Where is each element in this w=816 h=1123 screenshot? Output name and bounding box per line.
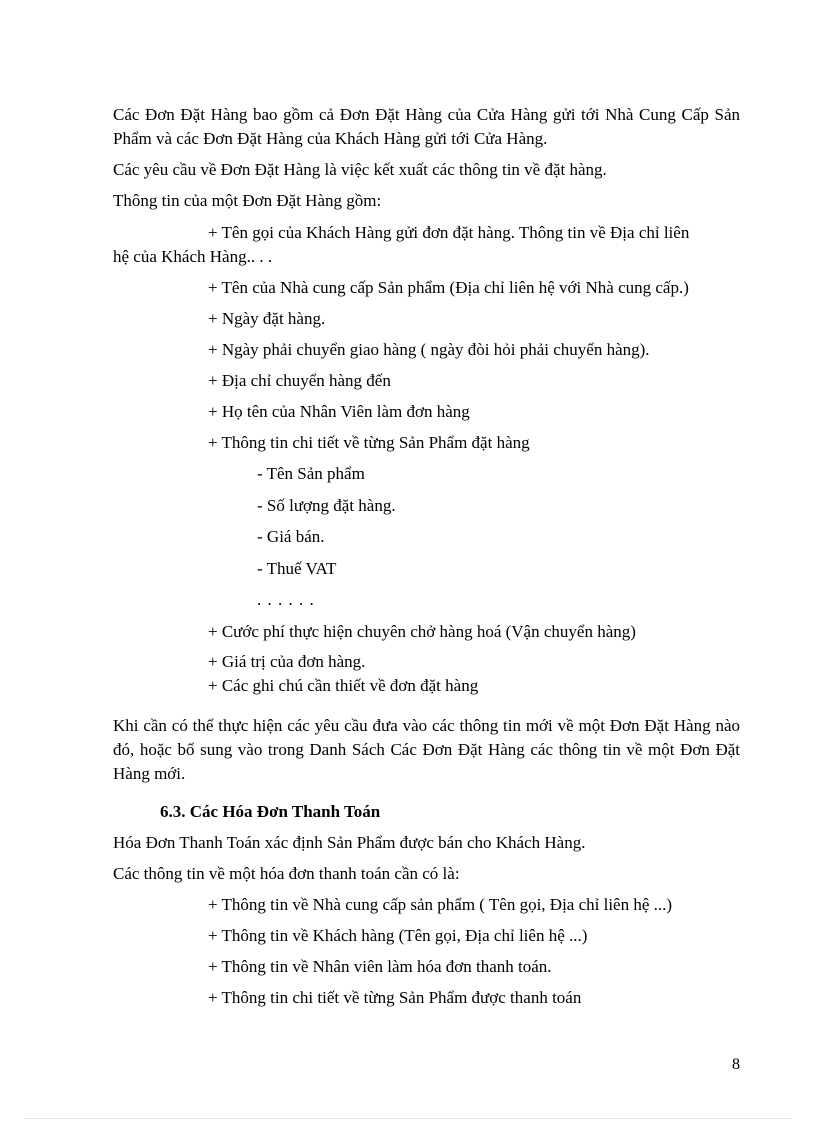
order-item-employee: + Họ tên của Nhân Viên làm đơn hàng	[208, 402, 470, 421]
order-item-product-details: + Thông tin chi tiết về từng Sản Phẩm đặt hàng	[208, 433, 530, 452]
order-item-ship-address: + Địa chỉ chuyển hàng đến	[208, 371, 391, 390]
intro-paragraph-2: Các yêu cầu về Đơn Đặt Hàng là việc kết xuất các thông tin về đặt hàng.	[113, 160, 607, 179]
invoice-item-employee: + Thông tin về Nhân viên làm hóa đơn thanh toán.	[208, 957, 552, 976]
order-item-supplier: + Tên của Nhà cung cấp Sản phẩm (Địa chỉ liên hệ với Nhà cung cấp.)	[208, 278, 689, 297]
sub-item-quantity: - Số lượng đặt hàng.	[257, 496, 396, 515]
order-item-freight: + Cước phí thực hiện chuyên chở hàng hoá (Vận chuyển hàng)	[208, 622, 636, 641]
intro-paragraph-3: Thông tin của một Đơn Đặt Hàng gồm:	[113, 191, 382, 210]
order-item-value: + Giá trị của đơn hàng.	[208, 652, 366, 671]
sub-item-ellipsis: . . . . . .	[257, 590, 315, 609]
section-heading: 6.3. Các Hóa Đơn Thanh Toán	[160, 802, 381, 821]
invoice-item-customer: + Thông tin về Khách hàng (Tên gọi, Địa chỉ liên hệ ...)	[208, 926, 588, 945]
invoice-paragraph-2: Các thông tin về một hóa đơn thanh toán cần có là:	[113, 864, 460, 883]
invoice-item-product-details: + Thông tin chi tiết về từng Sản Phẩm được thanh toán	[208, 988, 582, 1007]
page-bottom-rule	[25, 1118, 791, 1119]
invoice-item-supplier: + Thông tin về Nhà cung cấp sản phẩm ( Tên gọi, Địa chỉ liên hệ ...)	[208, 895, 673, 914]
closing-paragraph: Khi cần có thể thực hiện các yêu cầu đưa vào các thông tin mới về một Đơn Đặt Hàng nào đó, hoặc bổ sung vào trong Danh Sách Các Đơn Đặt Hàng các thông tin về một Đơn Đặt Hàng mới.	[113, 716, 740, 783]
order-item-notes: + Các ghi chú cần thiết về đơn đặt hàng	[208, 676, 479, 695]
intro-paragraph-1: Các Đơn Đặt Hàng bao gồm cả Đơn Đặt Hàng của Cửa Hàng gửi tới Nhà Cung Cấp Sản Phẩm và các Đơn Đặt Hàng của Khách Hàng gửi tới Cửa Hàng.	[113, 105, 740, 148]
order-item-ship-date: + Ngày phải chuyển giao hàng ( ngày đòi hỏi phải chuyển hàng).	[208, 340, 650, 359]
order-item-customer-line-1: + Tên gọi của Khách Hàng gửi đơn đặt hàng. Thông tin về Địa chỉ liên	[208, 223, 690, 242]
invoice-paragraph-1: Hóa Đơn Thanh Toán xác định Sản Phẩm được bán cho Khách Hàng.	[113, 833, 586, 852]
sub-item-vat: - Thuế VAT	[257, 559, 337, 578]
page-number: 8	[732, 1056, 740, 1073]
sub-item-price: - Giá bán.	[257, 527, 325, 546]
order-item-customer-line-2: hệ của Khách Hàng.. . .	[113, 247, 273, 266]
sub-item-product-name: - Tên Sản phẩm	[257, 464, 365, 483]
order-item-order-date: + Ngày đặt hàng.	[208, 309, 326, 328]
